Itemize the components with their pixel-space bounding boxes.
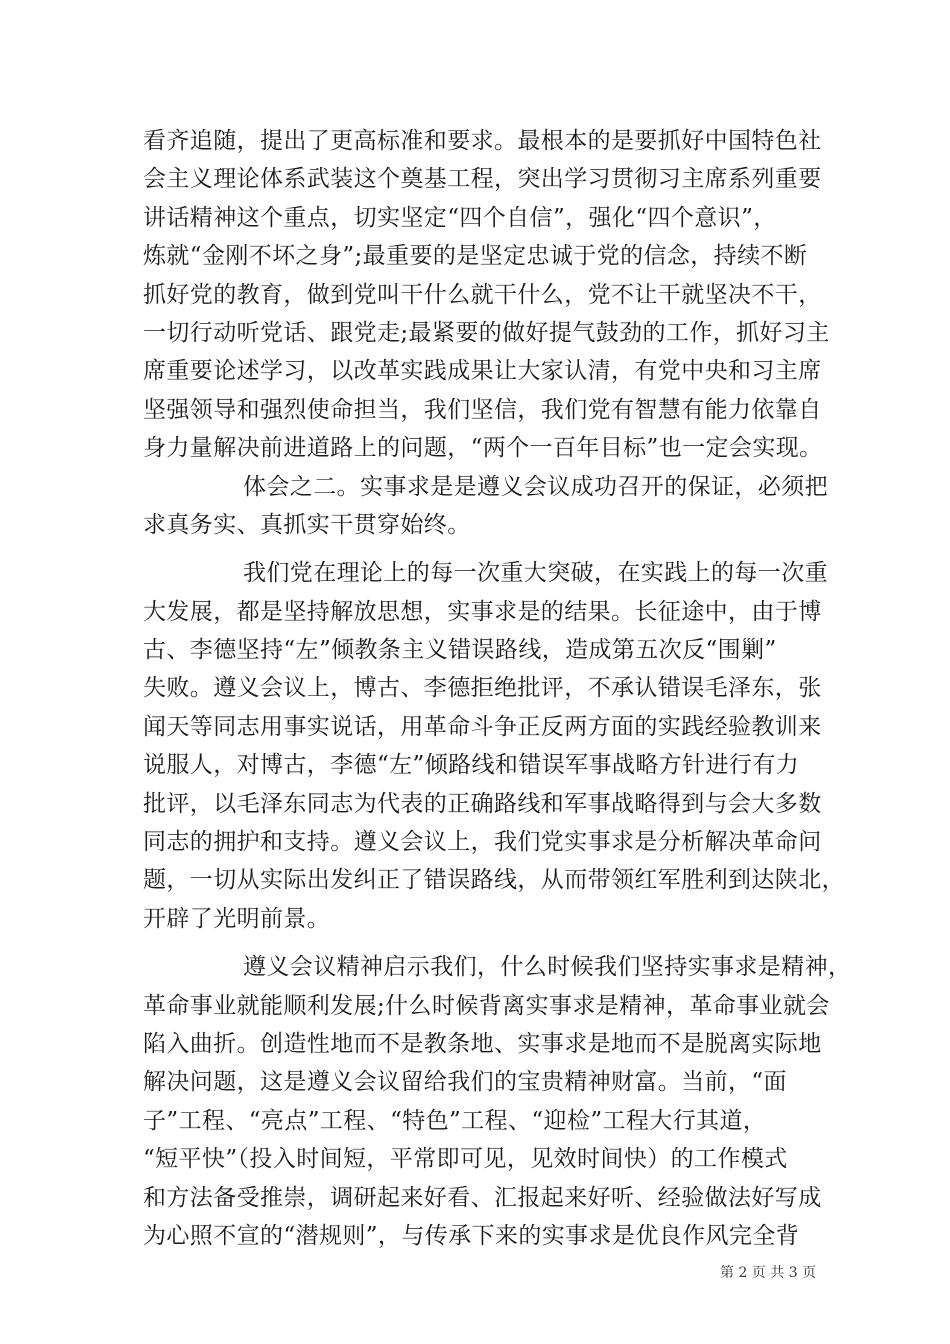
text-line: 和方法备受推崇，调研起来好看、汇报起来好听、经验做法好写成 — [143, 1184, 822, 1211]
text-line: 古、李德坚持“左”倾教条主义错误路线，造成第五次反“围剿” — [143, 637, 777, 664]
paragraph-heading: 体会之二。实事求是是遵义会议成功召开的保证，必须把 — [243, 473, 828, 500]
text-line: 大发展，都是坚持解放思想，实事求是的结果。长征途中，由于博 — [143, 598, 822, 625]
paragraph-start: 遵义会议精神启示我们，什么时候我们坚持实事求是精神， — [243, 954, 852, 981]
text-line: 席重要论述学习，以改革实践成果让大家认清，有党中央和习主席 — [143, 358, 822, 385]
text-line: 为心照不宣的“潜规则”，与传承下来的实事求是优良作风完全背 — [143, 1222, 800, 1249]
text-line: 抓好党的教育，做到党叫干什么就干什么，党不让干就坚决不干， — [143, 281, 822, 308]
text-line: 炼就“金刚不坏之身”;最重要的是坚定忠诚于党的信念，持续不断 — [143, 243, 808, 270]
text-line: “短平快”（投入时间短，平常即可见，见效时间快）的工作模式 — [143, 1146, 788, 1173]
text-line: 子”工程、“亮点”工程、“特色”工程、“迎检”工程大行其道， — [143, 1107, 767, 1134]
text-line: 求真务实、真抓实干贯穿始终。 — [143, 511, 471, 538]
text-line: 说服人，对博古，李德“左”倾路线和错误军事战略方针进行有力 — [143, 752, 800, 779]
text-line: 解决问题，这是遵义会议留给我们的宝贵精神财富。当前，“面 — [143, 1069, 787, 1096]
text-line: 看齐追随，提出了更高标准和要求。最根本的是要抓好中国特色社 — [143, 128, 822, 154]
paragraph-start: 我们党在理论上的每一次重大突破，在实践上的每一次重 — [243, 560, 828, 587]
text-line: 一切行动听党话、跟党走;最紧要的做好提气鼓劲的工作，抓好习主 — [143, 319, 830, 346]
text-line: 会主义理论体系武装这个奠基工程，突出学习贯彻习主席系列重要 — [143, 166, 822, 193]
text-line: 坚强领导和强烈使命担当，我们坚信，我们党有智慧有能力依靠自 — [143, 396, 822, 423]
text-line: 失败。遵义会议上，博古、李德拒绝批评，不承认错误毛泽东，张 — [143, 675, 822, 702]
text-line: 革命事业就能顺利发展;什么时候背离实事求是精神，革命事业就会 — [143, 992, 830, 1019]
text-line: 同志的拥护和支持。遵义会议上，我们党实事求是分析解决革命问 — [143, 829, 822, 856]
body-text — [143, 122, 852, 1255]
text-line: 题，一切从实际出发纠正了错误路线，从而带领红军胜利到达陕北， — [143, 867, 845, 894]
text-line: 闻天等同志用事实说话，用革命斗争正反两方面的实践经验教训来 — [143, 713, 822, 740]
text-line: 身力量解决前进道路上的问题，“两个一百年目标”也一定会实现。 — [143, 435, 823, 462]
text-line: 批评，以毛泽东同志为代表的正确路线和军事战略得到与会大多数 — [143, 790, 822, 817]
text-line: 陷入曲折。创造性地而不是教条地、实事求是地而不是脱离实际地 — [143, 1030, 822, 1057]
text-line: 讲话精神这个重点，切实坚定“四个自信”，强化“四个意识”， — [143, 204, 777, 231]
text-line: 开辟了光明前景。 — [143, 905, 331, 932]
page-number: 第 2 页 共 3 页 — [720, 1265, 817, 1281]
